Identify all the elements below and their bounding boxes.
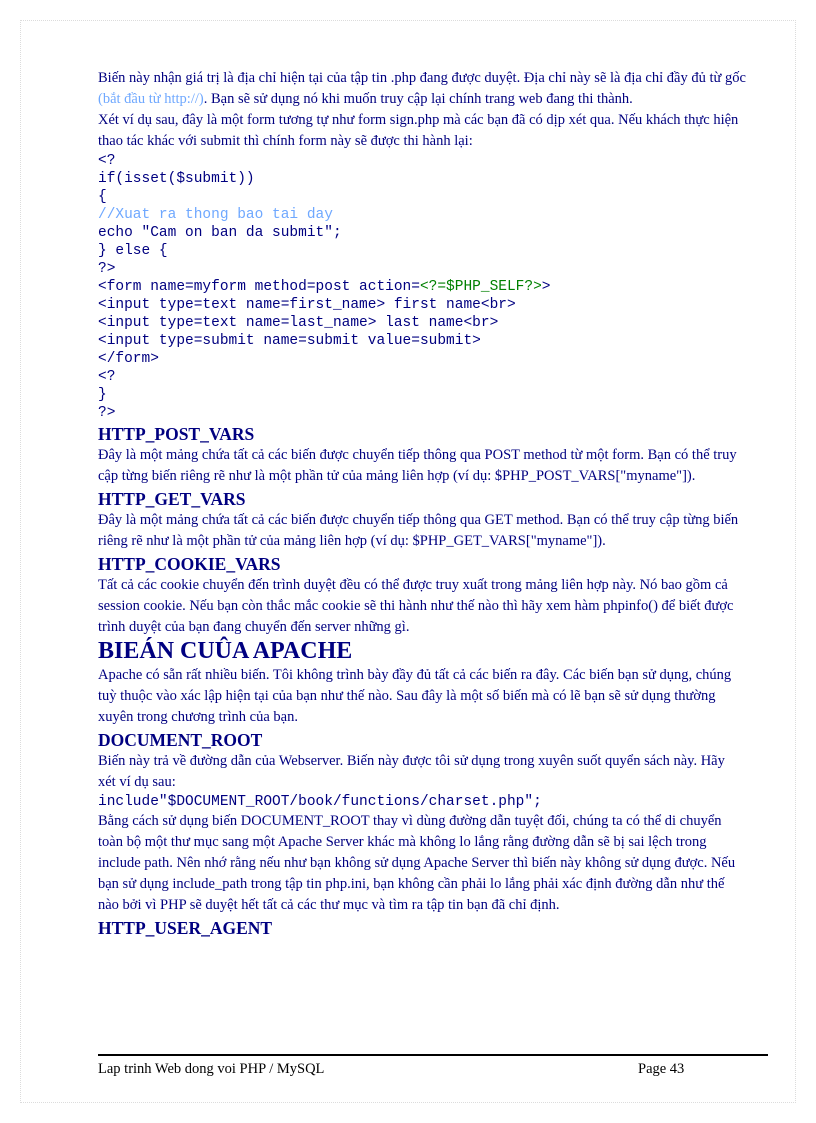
url-hint: (bắt đầu từ http://) <box>98 91 204 107</box>
paragraph-document-root-detail: Bằng cách sử dụng biến DOCUMENT_ROOT thay vì dùng đường dẫn tuyệt đối, chúng ta có thể di chuyển toàn bộ một thư mục sang một Apache Server khác mà không lo lắng rằng đường dẫn sẽ bị sai lệch trong include path. Nên nhớ rằng nếu như bạn không sử dụng Apache Server thì biến này không sử dụng được. Nếu bạn sử dụng include_path trong tập tin php.ini, bạn không cần phải lo lắng phải xác định đường dẫn như thế nào bởi vì PHP sẽ duyệt hết tất cả các thư mục và tìm ra tập tin bạn đã chỉ định. <box>98 813 736 913</box>
heading-document-root: DOCUMENT_ROOT <box>98 730 263 750</box>
code-fragment: > <box>541 279 551 295</box>
code-line <box>98 278 746 296</box>
code-line: ?> <box>98 261 116 277</box>
heading-http-get-vars: HTTP_GET_VARS <box>98 489 246 509</box>
paragraph-example-intro: Xét ví dụ sau, đây là một form tương tự như form sign.php mà các bạn đã có dịp xét qua. Nếu khách thực hiện thao tác khác với submit thì chính form này sẽ được thi hành lại: <box>98 112 739 149</box>
code-line: <input type=text name=last_name> last name<br> <box>98 315 499 331</box>
footer-title: Lap trinh Web dong voi PHP / MySQL <box>98 1061 325 1077</box>
code-line: ?> <box>98 405 116 421</box>
heading-http-post-vars: HTTP_POST_VARS <box>98 424 255 444</box>
code-line: { <box>98 189 107 205</box>
paragraph-cookie-vars: Tất cả các cookie chuyển đến trình duyệt đều có thể được truy xuất trong mảng liên hợp này. Nó bao gồm cả session cookie. Nếu bạn còn thắc mắc cookie sẽ thi hành như thế nào thì hãy xem hàm phpinfo() để biết được trình duyệt của bạn đang chuyển đến server những gì. <box>98 577 734 635</box>
paragraph-get-vars: Đây là một mảng chứa tất cả các biến được chuyển tiếp thông qua GET method. Bạn có thể truy cập từng biến riêng rẽ như là một phần tử của mảng liên hợp (ví dụ: $PHP_GET_VARS["myname"]). <box>98 512 739 549</box>
code-line: } else { <box>98 243 168 259</box>
code-line: echo "Cam on ban da submit"; <box>98 225 342 241</box>
code-fragment: <form name=myform method=post action= <box>98 279 420 295</box>
heading-http-cookie-vars: HTTP_COOKIE_VARS <box>98 554 281 574</box>
code-line: if(isset($submit)) <box>98 171 255 187</box>
code-line: <input type=text name=first_name> first name<br> <box>98 297 516 313</box>
page-content <box>98 68 746 939</box>
code-line: </form> <box>98 351 159 367</box>
code-block-form <box>98 152 746 422</box>
page-footer <box>98 1054 768 1078</box>
code-comment: //Xuat ra thong bao tai day <box>98 207 333 223</box>
code-line: } <box>98 387 107 403</box>
paragraph-apache: Apache có sẵn rất nhiều biến. Tôi không trình bày đầy đủ tất cả các biến ra đây. Các biến bạn sử dụng, chúng tuỳ thuộc vào xác lập hiện tại của bạn như thế nào. Sau đây là một số biến mà có lẽ bạn sẽ sử dụng thường xuyên trong chương trình của bạn. <box>98 667 732 725</box>
heading-http-user-agent: HTTP_USER_AGENT <box>98 918 273 938</box>
paragraph-php-self <box>98 68 746 110</box>
code-include-line: include"$DOCUMENT_ROOT/book/functions/charset.php"; <box>98 794 542 810</box>
paragraph-post-vars: Đây là một mảng chứa tất cả các biến được chuyển tiếp thông qua POST method từ một form. Bạn có thể truy cập từng biến riêng rẽ như là một phần tử của mảng liên hợp (ví dụ: $PHP_POST_VARS["myname"]). <box>98 447 737 484</box>
paragraph-document-root: Biến này trả về đường dẫn của Webserver. Biến này được tôi sử dụng trong xuyên suốt quyển sách này. Hãy xét ví dụ sau: <box>98 753 725 790</box>
code-line: <input type=submit name=submit value=submit> <box>98 333 481 349</box>
code-line: <? <box>98 153 116 169</box>
code-line: <? <box>98 369 116 385</box>
paragraph-text: . Bạn sẽ sử dụng nó khi muốn truy cập lại chính trang web đang thi thành. <box>203 91 633 107</box>
heading-apache-variables: BIEÁN CUÛA APACHE <box>98 638 353 664</box>
php-self-tag: <?=$PHP_SELF?> <box>419 279 542 295</box>
paragraph-text: Biến này nhận giá trị là địa chỉ hiện tại của tập tin .php đang được duyệt. Địa chỉ này sẽ là địa chỉ đầy đủ từ gốc <box>98 70 746 86</box>
page-number: Page 43 <box>638 1061 685 1077</box>
